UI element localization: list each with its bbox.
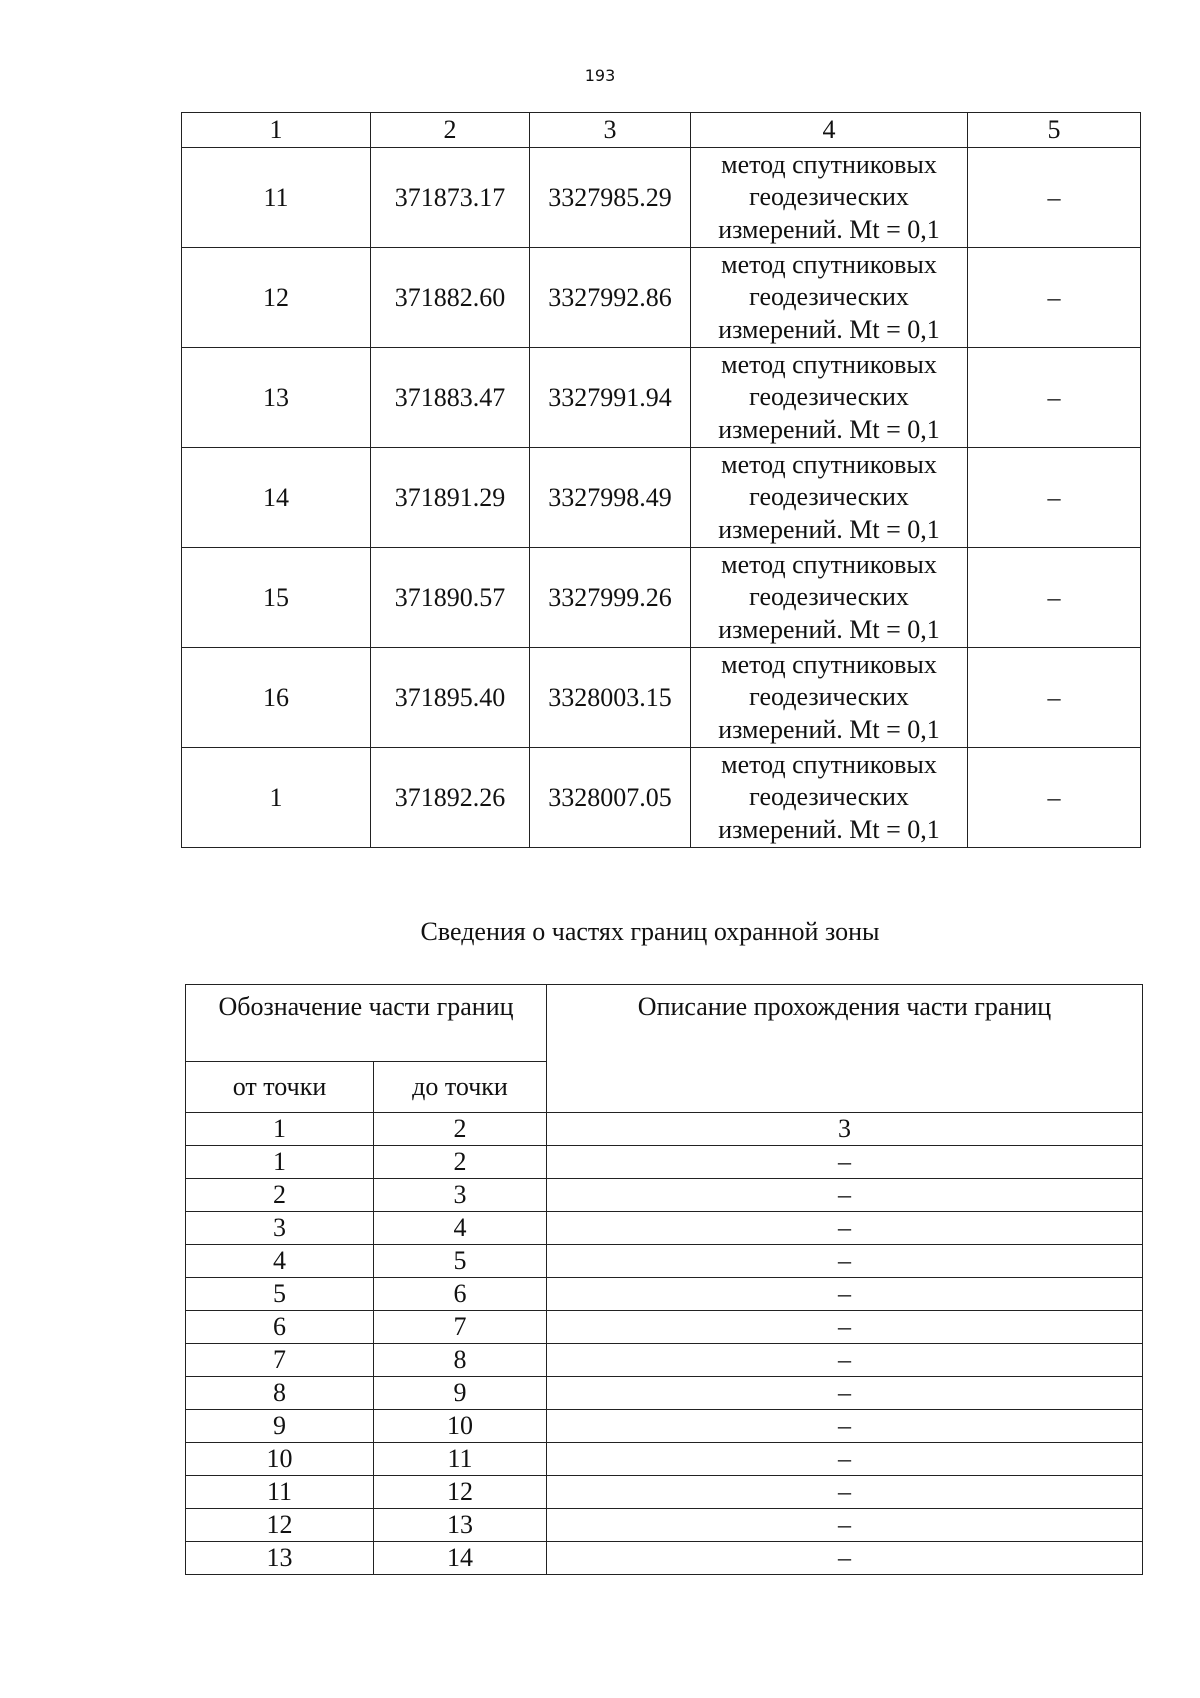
x-coordinate-cell: 371892.26: [371, 748, 530, 848]
description-cell: –: [547, 1377, 1143, 1410]
description-cell: –: [547, 1410, 1143, 1443]
description-cell: –: [547, 1344, 1143, 1377]
from-point-cell: 10: [186, 1443, 374, 1476]
column-header: 5: [968, 113, 1141, 148]
to-point-cell: 14: [374, 1542, 547, 1575]
table-row: [186, 1245, 1143, 1278]
point-cell: 12: [182, 248, 371, 348]
method-line: метод спутниковых: [721, 149, 937, 179]
coordinates-table-body: [182, 113, 1141, 848]
method-line: геодезических: [749, 482, 909, 512]
table-row: [186, 1113, 1143, 1146]
description-cell: 3: [547, 1113, 1143, 1146]
method-line: геодезических: [749, 682, 909, 712]
to-point-cell: 5: [374, 1245, 547, 1278]
table-row: [182, 148, 1141, 248]
description-cell: –: [547, 1311, 1143, 1344]
table-row: [182, 748, 1141, 848]
method-cell: [691, 548, 968, 648]
table-row: [186, 1311, 1143, 1344]
from-point-cell: 11: [186, 1476, 374, 1509]
parts-header-row: [186, 985, 1143, 1062]
method-cell: [691, 348, 968, 448]
description-cell: –: [547, 1476, 1143, 1509]
table-row: [182, 348, 1141, 448]
to-point-cell: 11: [374, 1443, 547, 1476]
to-point-cell: 4: [374, 1212, 547, 1245]
method-line: метод спутниковых: [721, 349, 937, 379]
column-header: 1: [182, 113, 371, 148]
method-line: геодезических: [749, 382, 909, 412]
to-point-cell: 2: [374, 1113, 547, 1146]
from-point-cell: 13: [186, 1542, 374, 1575]
method-line: метод спутниковых: [721, 649, 937, 679]
description-cell: –: [547, 1443, 1143, 1476]
y-coordinate-cell: 3327998.49: [530, 448, 691, 548]
table-row: [182, 448, 1141, 548]
table-row: [182, 248, 1141, 348]
method-line: измерений. Mt = 0,1: [718, 714, 940, 744]
to-point-cell: 12: [374, 1476, 547, 1509]
from-point-cell: 9: [186, 1410, 374, 1443]
description-cell: –: [547, 1542, 1143, 1575]
coordinates-table: [181, 112, 1141, 848]
to-point-cell: 6: [374, 1278, 547, 1311]
method-cell: [691, 748, 968, 848]
method-line: измерений. Mt = 0,1: [718, 514, 940, 544]
x-coordinate-cell: 371883.47: [371, 348, 530, 448]
point-cell: 14: [182, 448, 371, 548]
designation-header: Обозначение части границ: [186, 985, 547, 1062]
page-number: 193: [584, 66, 616, 85]
table-row: [186, 1443, 1143, 1476]
from-point-cell: 8: [186, 1377, 374, 1410]
from-point-cell: 5: [186, 1278, 374, 1311]
y-coordinate-cell: 3328003.15: [530, 648, 691, 748]
method-line: метод спутниковых: [721, 749, 937, 779]
method-line: геодезических: [749, 282, 909, 312]
method-cell: [691, 248, 968, 348]
description-header: Описание прохождения части границ: [547, 985, 1143, 1113]
to-point-cell: 2: [374, 1146, 547, 1179]
note-cell: –: [968, 748, 1141, 848]
from-point-cell: 1: [186, 1146, 374, 1179]
boundary-parts-table: [185, 984, 1143, 1575]
to-point-header: до точки: [374, 1062, 547, 1113]
to-point-cell: 7: [374, 1311, 547, 1344]
x-coordinate-cell: 371891.29: [371, 448, 530, 548]
column-header: 4: [691, 113, 968, 148]
boundary-parts-table-body: [186, 985, 1143, 1575]
description-cell: –: [547, 1278, 1143, 1311]
table-row: [186, 1179, 1143, 1212]
table-row: [186, 1278, 1143, 1311]
y-coordinate-cell: 3327991.94: [530, 348, 691, 448]
x-coordinate-cell: 371882.60: [371, 248, 530, 348]
description-cell: –: [547, 1179, 1143, 1212]
from-point-cell: 2: [186, 1179, 374, 1212]
method-line: измерений. Mt = 0,1: [718, 814, 940, 844]
table-row: [182, 648, 1141, 748]
y-coordinate-cell: 3327999.26: [530, 548, 691, 648]
table-row: [186, 1476, 1143, 1509]
point-cell: 11: [182, 148, 371, 248]
note-cell: –: [968, 348, 1141, 448]
table-row: [186, 1344, 1143, 1377]
method-line: геодезических: [749, 782, 909, 812]
method-line: измерений. Mt = 0,1: [718, 214, 940, 244]
from-point-cell: 4: [186, 1245, 374, 1278]
method-cell: [691, 148, 968, 248]
coordinates-header-row: [182, 113, 1141, 148]
method-line: метод спутниковых: [721, 249, 937, 279]
y-coordinate-cell: 3327992.86: [530, 248, 691, 348]
from-point-header: от точки: [186, 1062, 374, 1113]
description-cell: –: [547, 1245, 1143, 1278]
y-coordinate-cell: 3327985.29: [530, 148, 691, 248]
description-cell: –: [547, 1509, 1143, 1542]
column-header: 3: [530, 113, 691, 148]
note-cell: –: [968, 448, 1141, 548]
table-row: [186, 1146, 1143, 1179]
point-cell: 13: [182, 348, 371, 448]
from-point-cell: 1: [186, 1113, 374, 1146]
method-line: геодезических: [749, 182, 909, 212]
table-row: [186, 1377, 1143, 1410]
table-row: [186, 1542, 1143, 1575]
from-point-cell: 12: [186, 1509, 374, 1542]
description-cell: –: [547, 1146, 1143, 1179]
to-point-cell: 9: [374, 1377, 547, 1410]
x-coordinate-cell: 371890.57: [371, 548, 530, 648]
method-line: метод спутниковых: [721, 549, 937, 579]
method-line: метод спутниковых: [721, 449, 937, 479]
to-point-cell: 8: [374, 1344, 547, 1377]
from-point-cell: 6: [186, 1311, 374, 1344]
table-row: [186, 1509, 1143, 1542]
x-coordinate-cell: 371895.40: [371, 648, 530, 748]
table-row: [186, 1410, 1143, 1443]
point-cell: 16: [182, 648, 371, 748]
method-line: геодезических: [749, 582, 909, 612]
x-coordinate-cell: 371873.17: [371, 148, 530, 248]
column-header: 2: [371, 113, 530, 148]
section-title: Сведения о частях границ охранной зоны: [420, 917, 880, 946]
table-row: [186, 1212, 1143, 1245]
y-coordinate-cell: 3328007.05: [530, 748, 691, 848]
to-point-cell: 13: [374, 1509, 547, 1542]
to-point-cell: 10: [374, 1410, 547, 1443]
description-cell: –: [547, 1212, 1143, 1245]
method-cell: [691, 448, 968, 548]
note-cell: –: [968, 548, 1141, 648]
note-cell: –: [968, 248, 1141, 348]
note-cell: –: [968, 648, 1141, 748]
point-cell: 15: [182, 548, 371, 648]
point-cell: 1: [182, 748, 371, 848]
to-point-cell: 3: [374, 1179, 547, 1212]
method-cell: [691, 648, 968, 748]
method-line: измерений. Mt = 0,1: [718, 614, 940, 644]
from-point-cell: 3: [186, 1212, 374, 1245]
from-point-cell: 7: [186, 1344, 374, 1377]
method-line: измерений. Mt = 0,1: [718, 414, 940, 444]
table-row: [182, 548, 1141, 648]
note-cell: –: [968, 148, 1141, 248]
method-line: измерений. Mt = 0,1: [718, 314, 940, 344]
